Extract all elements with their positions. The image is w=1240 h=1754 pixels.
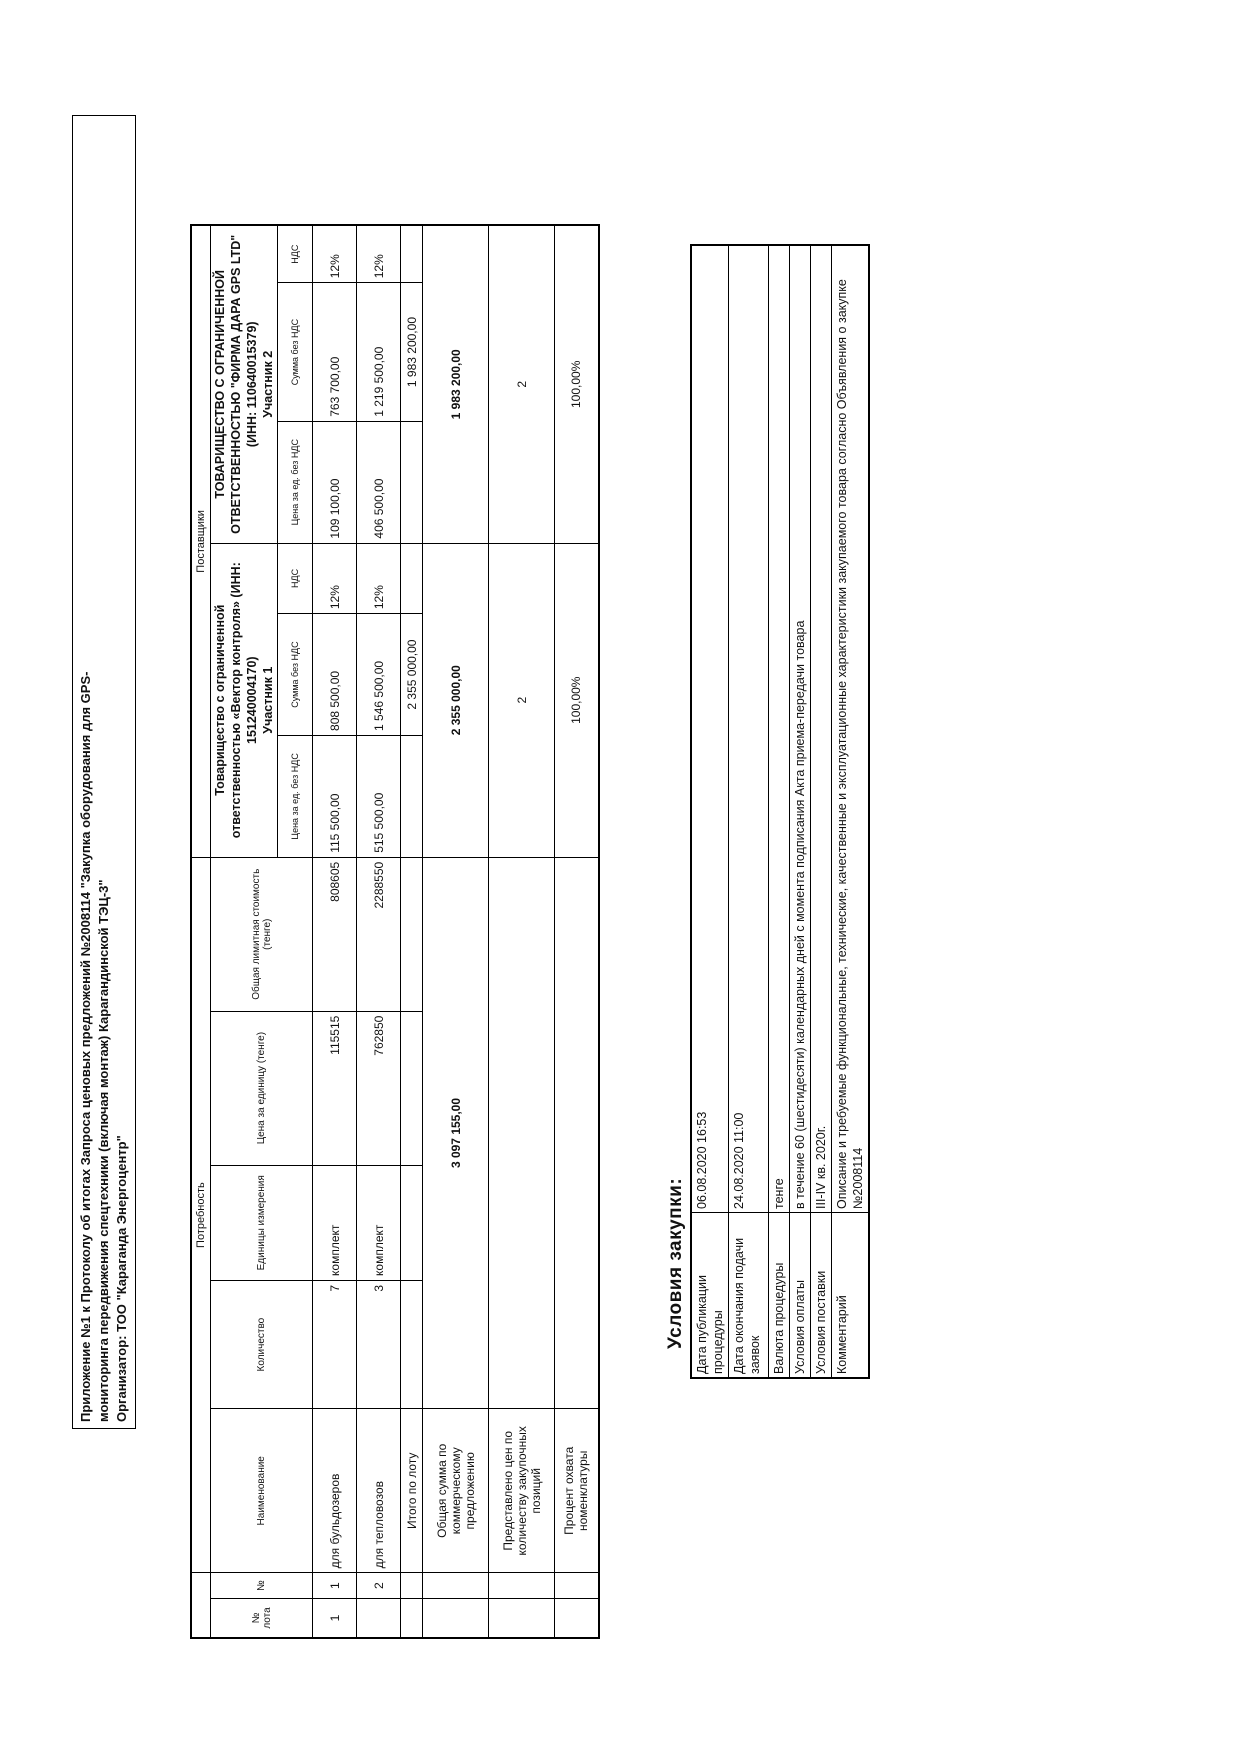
col-unit-price: Цена за единицу (тенге)	[211, 1011, 313, 1165]
conditions-row	[769, 245, 790, 1378]
row-lot: 1	[313, 1599, 357, 1639]
s1-positions: 2	[489, 543, 555, 857]
condition-value: 06.08.2020 16:53	[691, 245, 729, 1213]
row-s1-price: 515 500,00	[357, 735, 401, 857]
need-group-label: Потребность	[191, 857, 211, 1573]
row-qty: 7	[313, 1280, 357, 1408]
row-lot	[357, 1599, 401, 1639]
supplier-2-name: ТОВАРИЩЕСТВО С ОГРАНИЧЕННОЙ ОТВЕТСТВЕННОСТЬЮ "ФИРМА ДАРА GPS LTD" (ИНН: 110640015379)	[213, 234, 259, 534]
row-unit: комплект	[313, 1165, 357, 1280]
s1-col-vat: НДС	[278, 543, 313, 614]
supplier-header-row	[211, 225, 278, 1638]
row-no: 2	[357, 1573, 401, 1599]
row-name: для тепловозов	[357, 1409, 401, 1573]
condition-key: Дата окончания подачи заявок	[729, 1213, 769, 1379]
supplier-2-header	[211, 225, 278, 543]
s2-coverage: 100,00%	[555, 225, 599, 543]
row-unit: комплект	[357, 1165, 401, 1280]
s1-col-price: Цена за ед. без НДС	[278, 735, 313, 857]
row-s1-sum: 808 500,00	[313, 614, 357, 736]
col-qty: Количество	[211, 1280, 313, 1408]
group-header-row	[191, 225, 211, 1638]
s2-col-price: Цена за ед. без НДС	[278, 421, 313, 543]
row-s1-sum: 1 546 500,00	[357, 614, 401, 736]
conditions-title: Условия закупки:	[665, 1177, 686, 1349]
condition-key: Комментарий	[832, 1213, 870, 1379]
row-s1-price: 115 500,00	[313, 735, 357, 857]
header-line-2: мониторинга передвижения спецтехники (включая монтаж) Карагандинской ТЭЦ-3"	[96, 879, 111, 1422]
positions-label: Представлено цен по количеству закупочных позиций	[489, 1409, 555, 1573]
row-s2-sum: 763 700,00	[313, 283, 357, 422]
row-total: 808605	[313, 857, 357, 1011]
col-lot-no: № лота	[211, 1599, 313, 1639]
col-total-limit: Общая лимитная стоимость (тенге)	[211, 857, 313, 1011]
s2-lot-total: 1 983 200,00	[401, 283, 423, 422]
row-qty: 3	[357, 1280, 401, 1408]
supplier-1-header	[211, 543, 278, 857]
row-total: 2288550	[357, 857, 401, 1011]
condition-value: 24.08.2020 11:00	[729, 245, 769, 1213]
conditions-row	[811, 245, 832, 1378]
s2-col-sum: Сумма без НДС	[278, 283, 313, 422]
s2-col-vat: НДС	[278, 225, 313, 283]
row-s2-vat: 12%	[313, 225, 357, 283]
results-table	[190, 224, 600, 1639]
s1-commercial-total: 2 355 000,00	[423, 543, 489, 857]
condition-value: III-IV кв. 2020г.	[811, 245, 832, 1213]
row-s1-vat: 12%	[357, 543, 401, 614]
col-no: №	[211, 1573, 313, 1599]
lot-total-label: Итого по лоту	[401, 1409, 423, 1573]
suppliers-group-label: Поставщики	[191, 225, 211, 857]
row-s2-price: 406 500,00	[357, 421, 401, 543]
commercial-label: Общая сумма по коммерческому предложению	[423, 1409, 489, 1573]
condition-key: Дата публикации процедуры	[691, 1213, 729, 1379]
row-unit-price: 762850	[357, 1011, 401, 1165]
s1-coverage: 100,00%	[555, 543, 599, 857]
condition-key: Валюта процедуры	[769, 1213, 790, 1379]
conditions-row	[729, 245, 769, 1378]
lot-total-row	[401, 225, 423, 1638]
condition-value: в течение 60 (шестидесяти) календарных дней с момента подписания Акта приема-передачи товара	[790, 245, 811, 1213]
s1-col-sum: Сумма без НДС	[278, 614, 313, 736]
row-s2-vat: 12%	[357, 225, 401, 283]
coverage-row	[555, 225, 599, 1638]
condition-key: Условия оплаты	[790, 1213, 811, 1379]
col-unit: Единицы измерения	[211, 1165, 313, 1280]
header-line-3: Организатор: ТОО "Караганда Энергоцентр"	[114, 1135, 129, 1422]
conditions-row	[790, 245, 811, 1378]
conditions-row	[832, 245, 870, 1378]
s2-commercial-total: 1 983 200,00	[423, 225, 489, 543]
coverage-label: Процент охвата номенклатуры	[555, 1409, 599, 1573]
commercial-total: 3 097 155,00	[423, 857, 489, 1408]
positions-row	[489, 225, 555, 1638]
supplier-2-participant: Участник 2	[261, 350, 275, 418]
document-header	[72, 115, 136, 1429]
supplier-1-name: Товарищество с ограниченной ответственностью «Вектор контроля» (ИНН: 151240004170)	[213, 562, 259, 839]
commercial-total-row	[423, 225, 489, 1638]
s1-lot-total: 2 355 000,00	[401, 614, 423, 736]
table-row	[313, 225, 357, 1638]
conditions-table	[690, 244, 870, 1379]
condition-key: Условия поставки	[811, 1213, 832, 1379]
table-row	[357, 225, 401, 1638]
col-name: Наименование	[211, 1409, 313, 1573]
supplier-1-participant: Участник 1	[261, 666, 275, 734]
row-unit-price: 115515	[313, 1011, 357, 1165]
s2-positions: 2	[489, 225, 555, 543]
condition-value: Описание и требуемые функциональные, технические, качественные и эксплуатационные характеристики закупаемого товара согласно Объявления о закупке №2008114	[832, 245, 870, 1213]
row-no: 1	[313, 1573, 357, 1599]
row-s2-price: 109 100,00	[313, 421, 357, 543]
row-s2-sum: 1 219 500,00	[357, 283, 401, 422]
condition-value: тенге	[769, 245, 790, 1213]
header-line-1: Приложение №1 к Протоколу об итогах Запроса ценовых предложений №2008114 "Закупка оборудования для GPS-	[78, 671, 93, 1422]
conditions-row	[691, 245, 729, 1378]
row-s1-vat: 12%	[313, 543, 357, 614]
row-name: для бульдозеров	[313, 1409, 357, 1573]
